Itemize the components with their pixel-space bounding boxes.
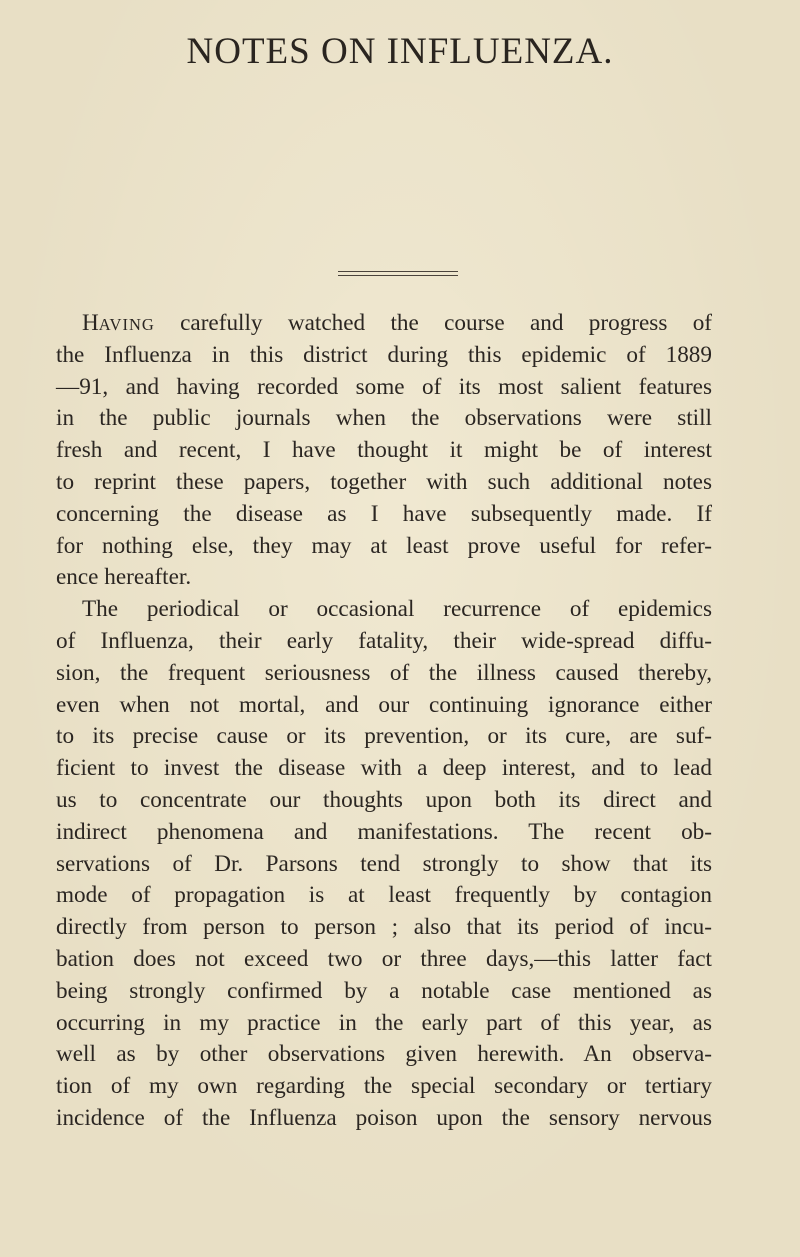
small-caps-initial: H [82, 310, 99, 336]
paragraph-2-line: servations of Dr. Parsons tend strongly to show that its [56, 850, 712, 877]
paragraph-1-line: the Influenza in this district during this epidemic of 1889 [56, 341, 712, 368]
body-text [56, 308, 712, 1135]
paragraph-1-line: ence hereafter. [56, 564, 192, 591]
small-caps-rest: AVING [98, 315, 155, 334]
paragraph-1-line: for nothing else, they may at least prove useful for refer- [56, 532, 712, 559]
paragraph-2-line: even when not mortal, and our continuing ignorance either [56, 691, 712, 718]
paragraph-2-line: of Influenza, their early fatality, their wide-spread diffu- [56, 627, 712, 654]
paragraph-1-line-1 [56, 308, 712, 340]
paragraph-2-line: well as by other observations given herewith. An observa- [56, 1041, 712, 1068]
paragraph-2-line: tion of my own regarding the special secondary or tertiary [56, 1073, 712, 1100]
page-title: NOTES ON INFLUENZA. [186, 31, 614, 72]
paragraph-2-line: mode of propagation is at least frequently by contagion [56, 882, 712, 909]
title-rule-upper [338, 271, 458, 272]
paragraph-2-line: ficient to invest the disease with a deep interest, and to lead [56, 755, 712, 782]
paragraph-1-line-1-text: carefully watched the course and progress of [180, 310, 713, 336]
paragraph-2-line: to its precise cause or its prevention, or its cure, are suf- [56, 723, 712, 750]
paragraph-1-line: —91, and having recorded some of its most salient features [56, 373, 712, 400]
paragraph-1-line: fresh and recent, I have thought it might be of interest [56, 437, 712, 464]
paragraph-2-line: incidence of the Influenza poison upon the sensory nervous [56, 1104, 712, 1131]
paragraph-1-line: to reprint these papers, together with such additional notes [56, 468, 712, 495]
paragraph-2-line: sion, the frequent seriousness of the illness caused thereby, [56, 659, 712, 686]
paragraph-2-line: us to concentrate our thoughts upon both its direct and [56, 786, 712, 813]
paragraph-2-line: bation does not exceed two or three days,—this latter fact [56, 945, 712, 972]
paragraph-1-line: concerning the disease as I have subsequently made. If [56, 500, 712, 527]
title-rule-lower [338, 275, 458, 276]
paragraph-2-line: The periodical or occasional recurrence of epidemics [82, 596, 712, 623]
paragraph-1-line: in the public journals when the observations were still [56, 405, 712, 432]
paragraph-2-line: directly from person to person ; also that its period of incu- [56, 914, 712, 941]
paragraph-2-line: being strongly confirmed by a notable case mentioned as [56, 977, 712, 1004]
paragraph-2-line: indirect phenomena and manifestations. The recent ob- [56, 818, 712, 845]
paragraph-2-line: occurring in my practice in the early part of this year, as [56, 1009, 712, 1036]
